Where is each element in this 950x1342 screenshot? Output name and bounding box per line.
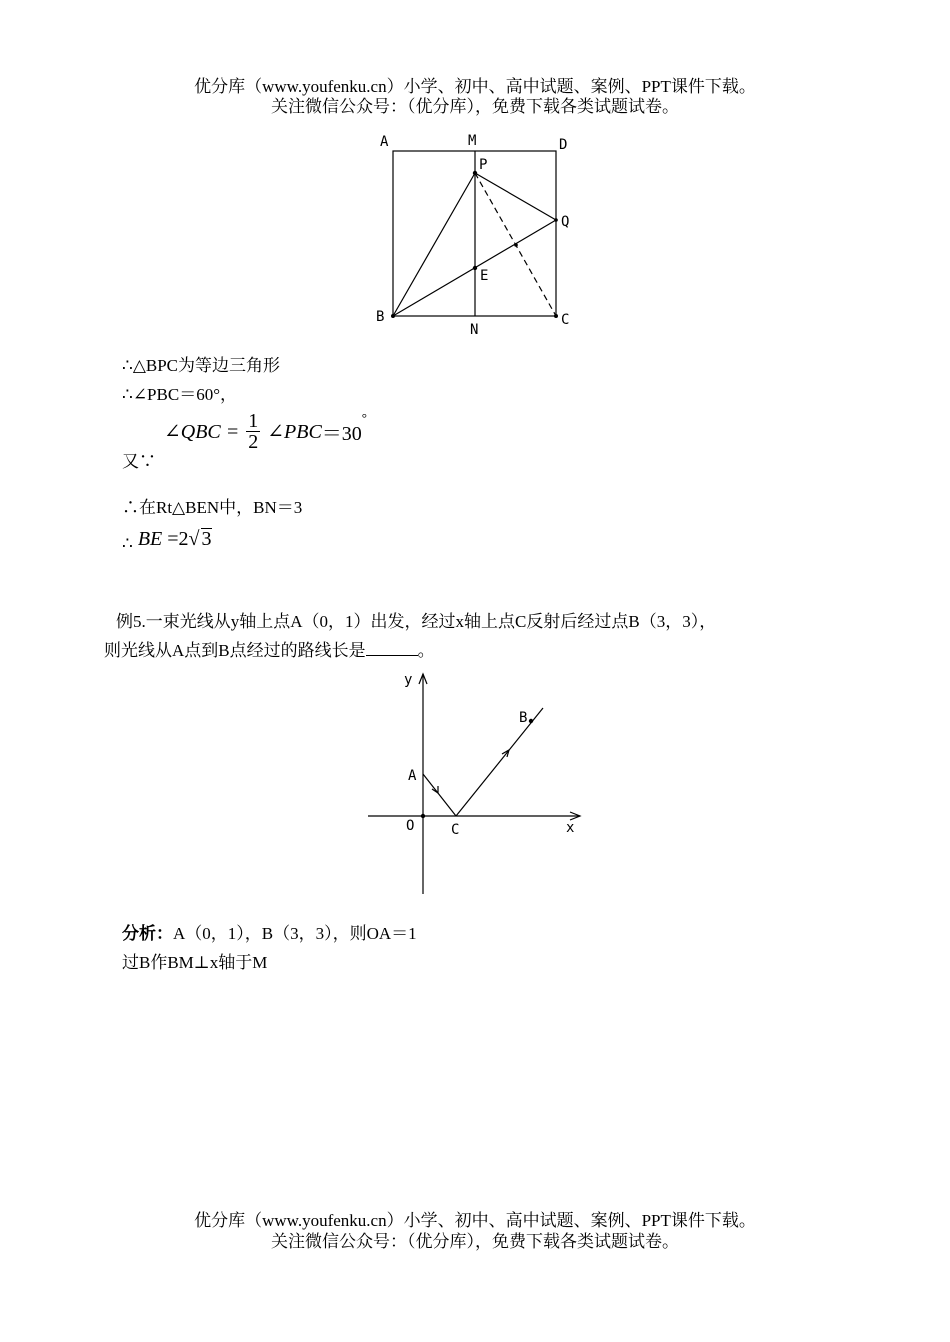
sqrt-sign: √ — [188, 528, 200, 550]
ray-ac — [423, 774, 456, 816]
point-p — [473, 171, 477, 175]
point-intersect — [514, 243, 518, 247]
angle-qbc: ∠QBC = — [164, 420, 240, 443]
analysis-line-1 — [122, 923, 417, 945]
example5-question: 则光线从A点到B点经过的路线长是 — [104, 641, 366, 660]
square-figure — [370, 128, 590, 343]
point-b — [391, 314, 395, 318]
label-c: C — [561, 312, 570, 328]
footer-line-2: 关注微信公众号：（优分库），免费下载各类试题试卷。 — [271, 1232, 679, 1251]
degree-symbol: ° — [361, 410, 367, 425]
sqrt-radicand: 3 — [201, 528, 212, 550]
therefore-prefix: ∴ — [122, 534, 133, 553]
angle-value: ＝30 — [321, 422, 362, 445]
fraction-denominator: 2 — [248, 430, 259, 453]
point-e — [473, 266, 477, 270]
answer-blank — [366, 639, 418, 656]
be-symbol: BE — [137, 528, 163, 550]
arrow-on-cb — [502, 750, 509, 757]
point-b2 — [529, 719, 533, 723]
coordinate-figure — [360, 668, 590, 898]
example5-line-1: 例5.一束光线从y轴上点A（0，1）出发，经过x轴上点C反射后经过点B（3，3）， — [116, 612, 717, 631]
fraction-one-half — [246, 411, 260, 452]
analysis-line-2: 过B作BM⊥x轴于M — [122, 953, 268, 972]
header-line-1: 优分库（www.youfenku.cn）小学、初中、高中试题、案例、PPT课件下载。 — [194, 77, 756, 96]
example5-period: 。 — [417, 641, 435, 660]
label-x: x — [566, 820, 575, 836]
label-y: y — [404, 672, 413, 688]
segment-bp — [393, 173, 475, 316]
analysis-label: 分析： — [122, 924, 173, 943]
point-o — [421, 814, 425, 818]
label-b: B — [376, 309, 385, 325]
point-c — [554, 314, 558, 318]
ray-cb — [456, 708, 543, 816]
label-b2: B — [519, 710, 528, 726]
segment-pq — [475, 173, 556, 220]
label-e: E — [480, 268, 489, 284]
fraction-numerator: 1 — [248, 409, 259, 432]
label-p: P — [479, 157, 488, 173]
solution-line-2: ∴∠PBC＝60°， — [122, 385, 237, 404]
label-o: O — [406, 818, 415, 834]
analysis-text-1: A（0，1），B（3，3），则OA＝1 — [173, 924, 417, 943]
label-a2: A — [408, 768, 417, 784]
because-prefix: 又∵ — [122, 452, 156, 471]
solution-line-1: ∴△BPC为等边三角形 — [122, 356, 281, 375]
solution-line-4: ∴在Rt△BEN中，BN＝3 — [122, 498, 303, 517]
label-m: M — [468, 133, 477, 149]
solution-line-5 — [122, 528, 212, 551]
equals-two: =2 — [167, 528, 189, 550]
angle-equation — [164, 410, 367, 452]
label-c2: C — [451, 822, 460, 838]
footer-line-1: 优分库（www.youfenku.cn）小学、初中、高中试题、案例、PPT课件下载。 — [194, 1211, 756, 1230]
label-n: N — [470, 322, 479, 338]
label-d: D — [559, 137, 568, 153]
label-a: A — [380, 134, 389, 150]
point-q — [554, 218, 558, 222]
example5-line-2 — [104, 639, 435, 662]
label-q: Q — [561, 214, 570, 230]
header-line-2: 关注微信公众号：（优分库），免费下载各类试题试卷。 — [271, 97, 679, 116]
angle-pbc: ∠PBC — [267, 420, 322, 443]
